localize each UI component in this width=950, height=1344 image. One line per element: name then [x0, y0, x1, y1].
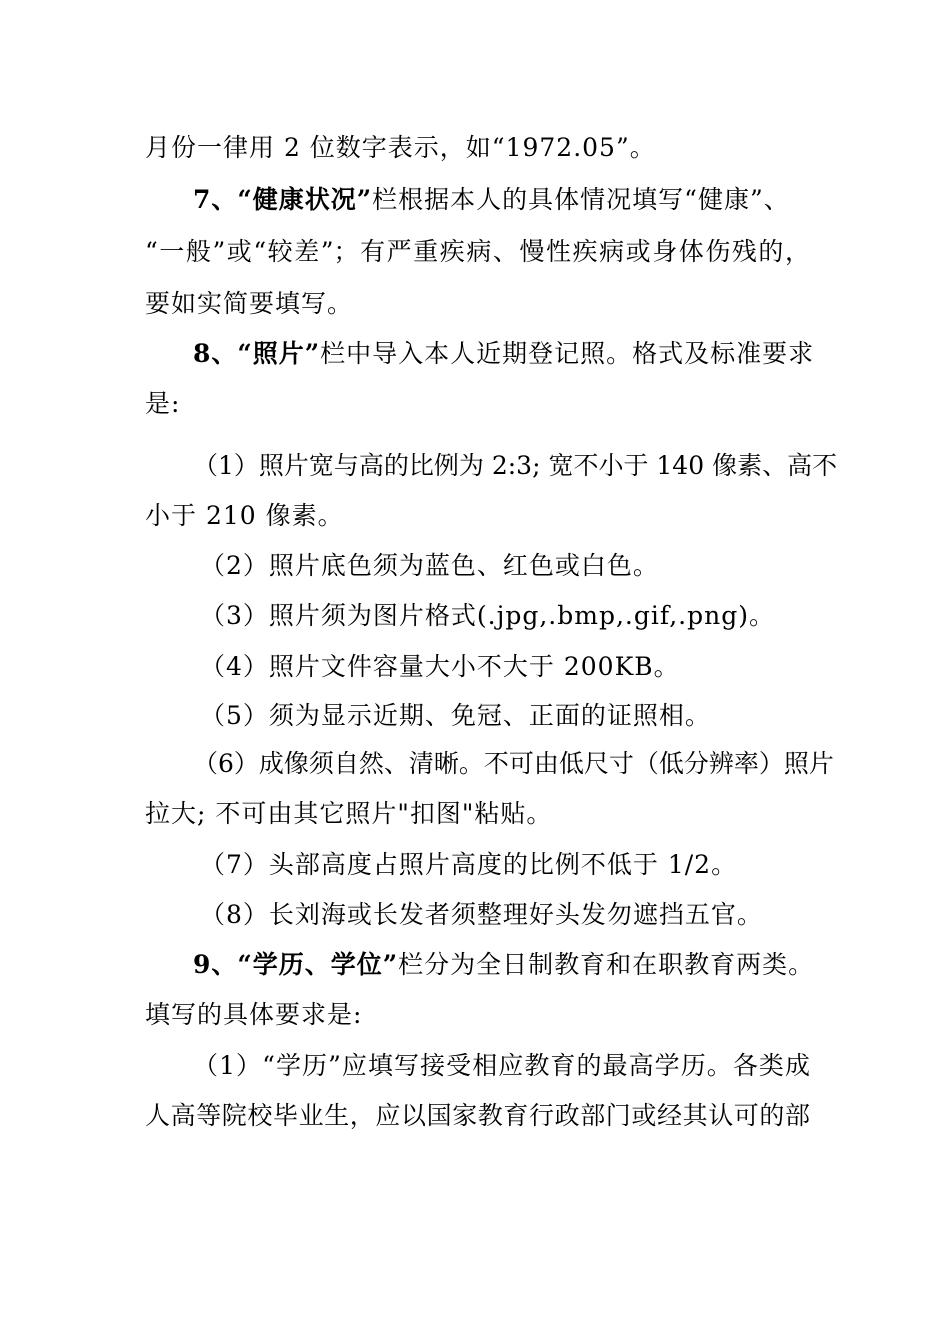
item-9-text: 栏分为全日制教育和在职教育两类。 — [398, 950, 815, 979]
education-rule-1: （1）“学历”应填写接受相应教育的最高学历。各类成 — [193, 1051, 810, 1080]
item-9-label: 9、“学历、学位” — [193, 950, 399, 979]
photo-rule-3: （3）照片须为图片格式(.jpg,.bmp,.gif,.png)。 — [200, 601, 775, 630]
item-7-label: 7、“健康状况” — [193, 185, 373, 214]
item-8-text: 栏中导入本人近期登记照。格式及标准要求 — [320, 339, 815, 368]
photo-rule-5: （5）须为显示近期、免冠、正面的证照相。 — [200, 701, 711, 730]
paragraph-line: 是: — [145, 389, 181, 418]
paragraph-line: 月份一律用 2 位数字表示，如“1972.05”。 — [145, 133, 656, 162]
item-8-label: 8、“照片” — [193, 339, 321, 368]
item-7-text: 栏根据本人的具体情况填写“健康”、 — [372, 185, 790, 214]
photo-rule-7: （7）头部高度占照片高度的比例不低于 1/2。 — [200, 850, 738, 879]
photo-rule-2: （2）照片底色须为蓝色、红色或白色。 — [200, 551, 659, 580]
paragraph-line: 填写的具体要求是: — [145, 1000, 363, 1029]
item-7-heading — [193, 183, 810, 217]
paragraph-line: 人高等院校毕业生，应以国家教育行政部门或经其认可的部 — [145, 1101, 810, 1130]
photo-rule-1: （1）照片宽与高的比例为 2:3; 宽不小于 140 像素、高不 — [193, 451, 838, 480]
item-8-heading — [193, 337, 815, 371]
photo-rule-8: （8）长刘海或长发者须整理好头发勿遮挡五官。 — [200, 900, 763, 929]
paragraph-line: 要如实简要填写。 — [145, 289, 354, 318]
photo-rule-1-cont: 小于 210 像素。 — [145, 501, 344, 530]
photo-rule-6: （6）成像须自然、清晰。不可由低尺寸（低分辨率）照片 — [193, 749, 834, 778]
paragraph-line: “一般”或“较差”；有严重疾病、慢性疾病或身体伤残的， — [145, 237, 810, 266]
photo-rule-6-cont: 拉大; 不可由其它照片"扣图"粘贴。 — [145, 799, 553, 828]
photo-rule-4: （4）照片文件容量大小不大于 200KB。 — [200, 652, 680, 681]
item-9-heading — [193, 948, 815, 982]
